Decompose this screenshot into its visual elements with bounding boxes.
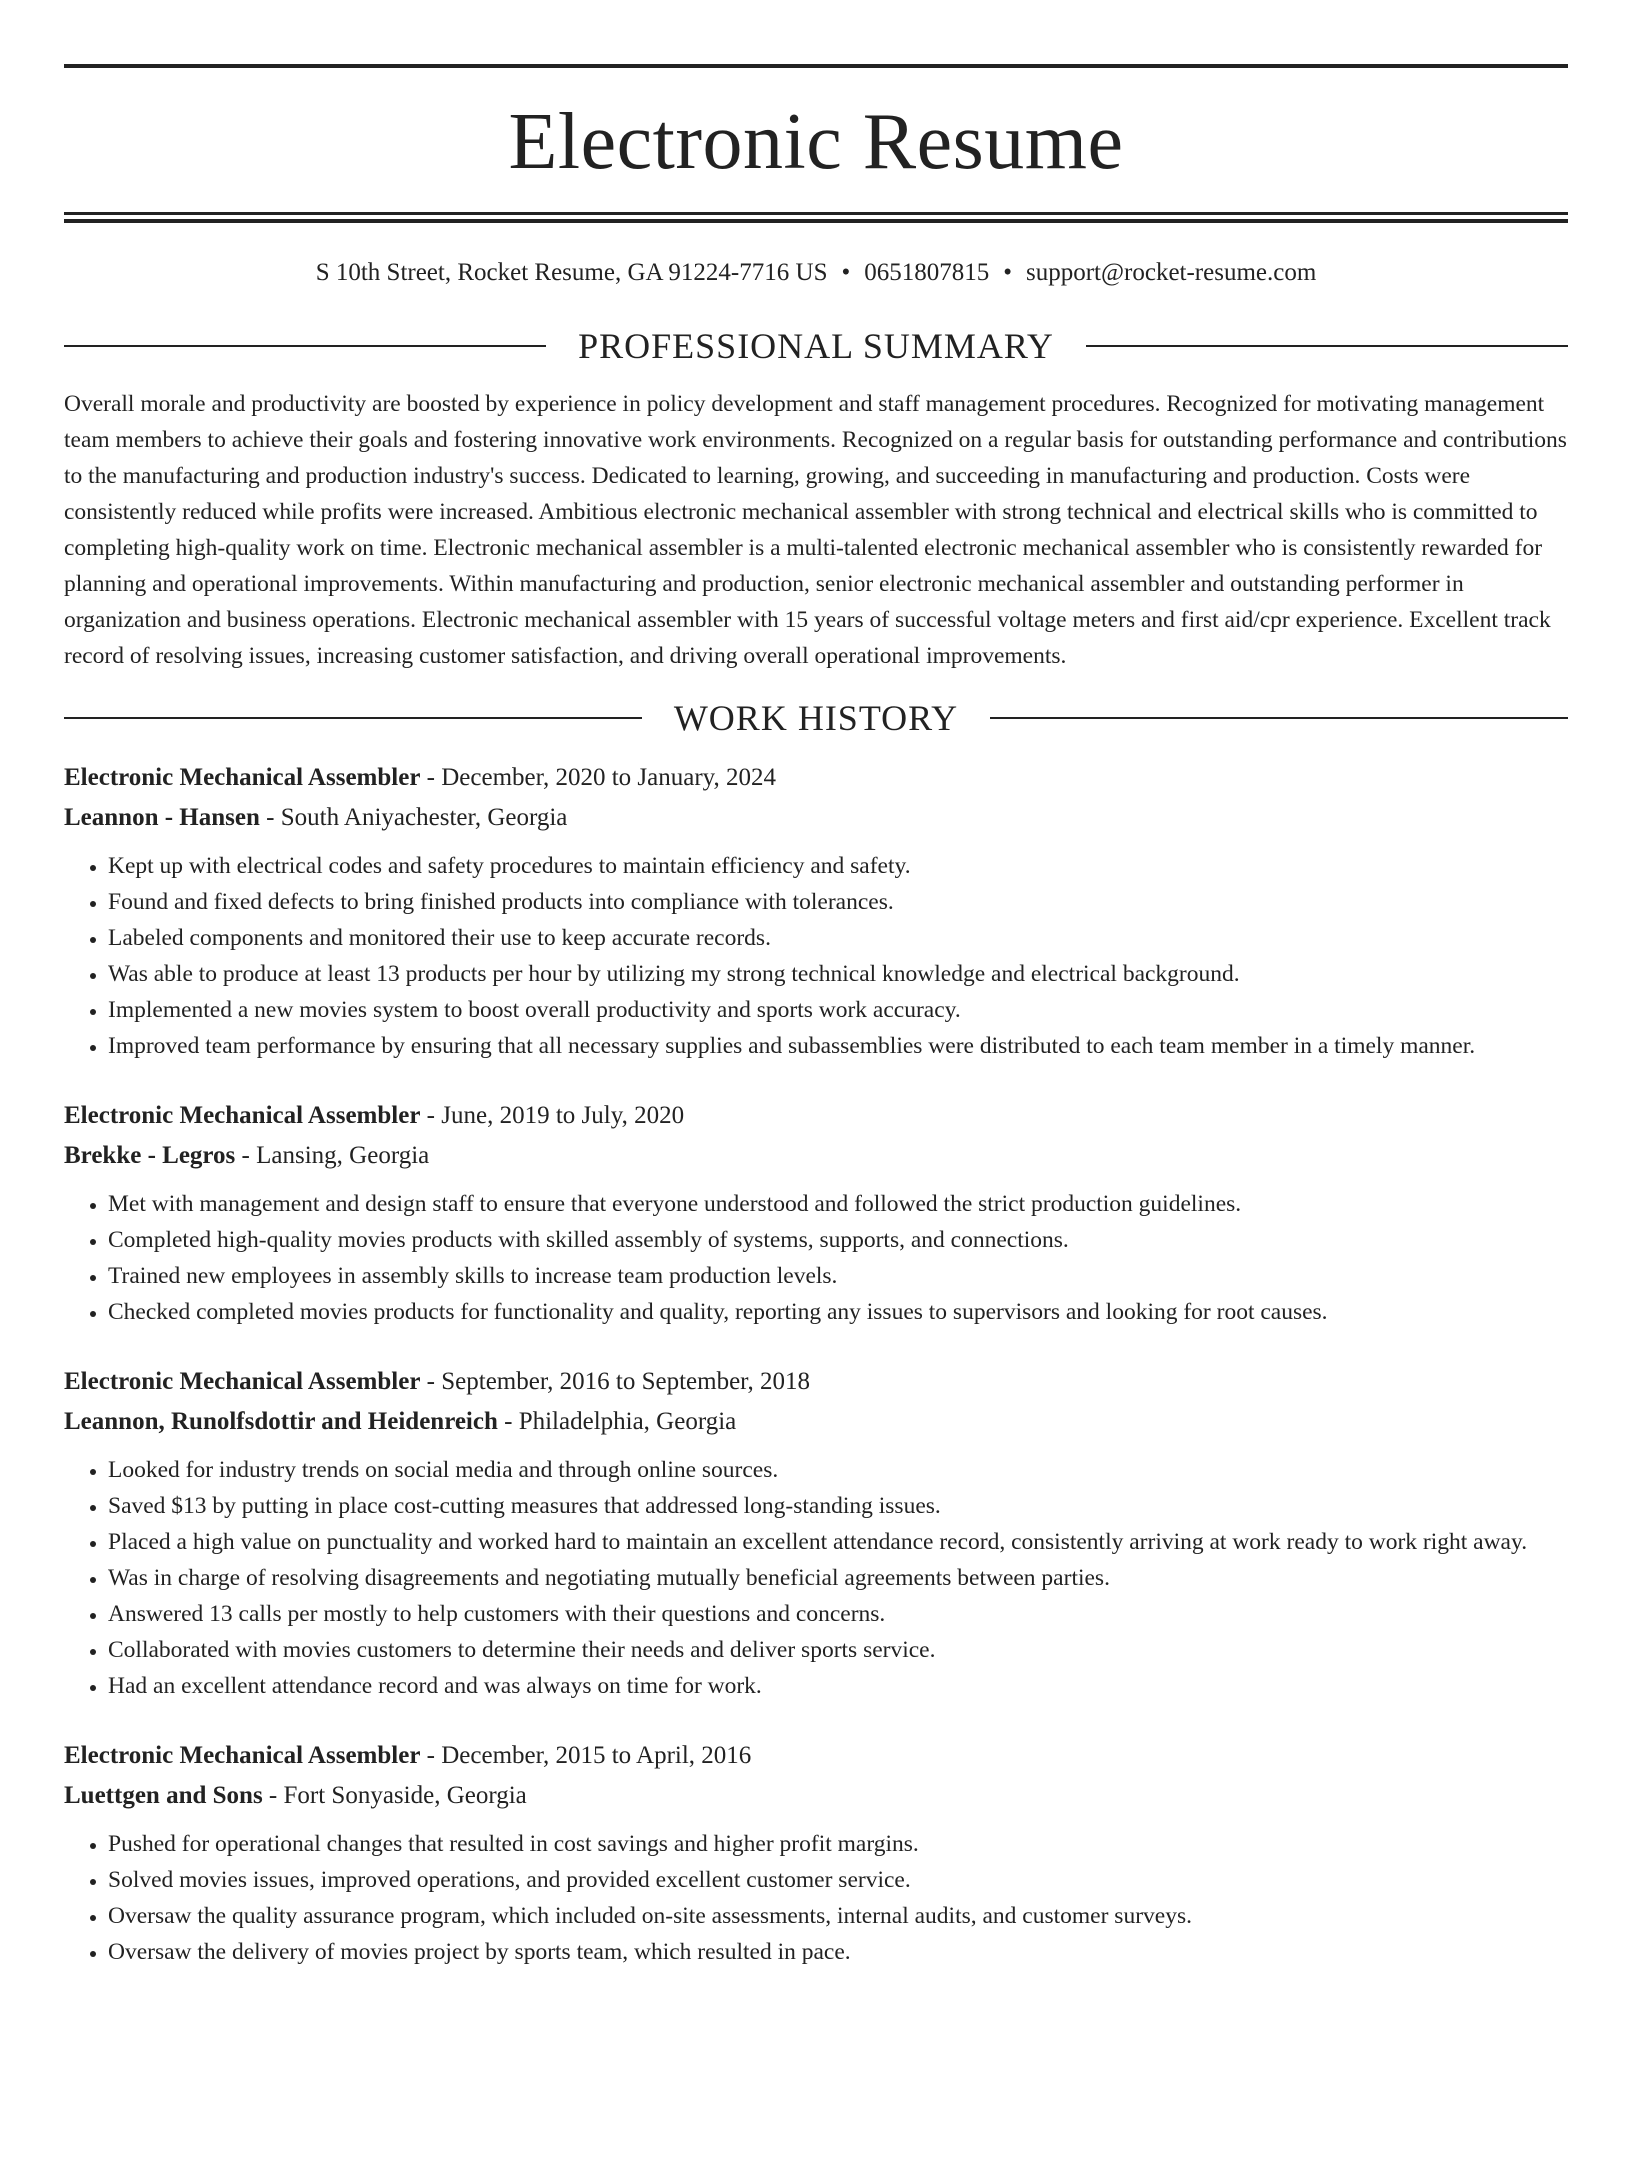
job-title: Electronic Mechanical Assembler (64, 1102, 421, 1129)
job-bullet: • Oversaw the delivery of movies project by sports team, which resulted in pace. (108, 1934, 1568, 1970)
section-heading-work (64, 700, 1568, 736)
contact-line (64, 258, 1568, 288)
job-dates: - December, 2020 to January, 2024 (420, 764, 777, 791)
heading-rule-left (64, 345, 546, 347)
heading-rule-left (64, 717, 642, 719)
job-company: Luettgen and Sons (64, 1782, 263, 1809)
job-bullet: • Completed high-quality movies products with skilled assembly of systems, supports, and connections. (108, 1222, 1568, 1258)
job-title-line (64, 1362, 1568, 1402)
job-company: Leannon, Runolfsdottir and Heidenreich (64, 1408, 498, 1435)
job-bullet: • Found and fixed defects to bring finished products into compliance with tolerances. (108, 884, 1568, 920)
job-bullet: • Trained new employees in assembly skills to increase team production levels. (108, 1258, 1568, 1294)
job-entry (64, 1362, 1568, 1704)
job-title-line (64, 758, 1568, 798)
job-company-line (64, 798, 1568, 838)
job-location: - South Aniyachester, Georgia (259, 804, 568, 831)
contact-phone: 0651807815 (864, 259, 990, 286)
job-company-line (64, 1136, 1568, 1176)
work-heading: WORK HISTORY (673, 698, 959, 738)
job-bullet: • Met with management and design staff to ensure that everyone understood and followed the strict production guidelines. (108, 1186, 1568, 1222)
job-title: Electronic Mechanical Assembler (64, 764, 421, 791)
job-bullet: • Had an excellent attendance record and was always on time for work. (108, 1668, 1568, 1704)
heading-rule-right (1086, 345, 1568, 347)
job-entry (64, 1736, 1568, 1970)
summary-heading: PROFESSIONAL SUMMARY (578, 326, 1054, 366)
job-company-line (64, 1402, 1568, 1442)
job-bullet: • Answered 13 calls per mostly to help customers with their questions and concerns. (108, 1596, 1568, 1632)
job-bullet: • Labeled components and monitored their use to keep accurate records. (108, 920, 1568, 956)
job-company: Brekke - Legros (64, 1142, 236, 1169)
job-dates: - June, 2019 to July, 2020 (420, 1102, 685, 1129)
job-dates: - September, 2016 to September, 2018 (420, 1368, 811, 1395)
job-bullets (64, 1186, 1568, 1330)
contact-separator: • (1003, 259, 1012, 286)
contact-address: S 10th Street, Rocket Resume, GA 91224-7716 US (315, 259, 828, 286)
section-heading-summary (64, 328, 1568, 364)
job-dates: - December, 2015 to April, 2016 (420, 1742, 752, 1769)
job-bullet: • Was able to produce at least 13 products per hour by utilizing my strong technical knowledge and electrical background. (108, 956, 1568, 992)
job-bullet: • Improved team performance by ensuring that all necessary supplies and subassemblies were distributed to each team member in a timely manner. (108, 1028, 1568, 1064)
job-entry (64, 758, 1568, 1064)
job-bullet: • Implemented a new movies system to boost overall productivity and sports work accuracy. (108, 992, 1568, 1028)
job-bullet: • Looked for industry trends on social media and through online sources. (108, 1452, 1568, 1488)
job-title-line (64, 1096, 1568, 1136)
header-double-divider (64, 212, 1568, 223)
work-history-list (64, 758, 1568, 1970)
job-bullet: • Kept up with electrical codes and safety procedures to maintain efficiency and safety. (108, 848, 1568, 884)
job-location: - Philadelphia, Georgia (497, 1408, 737, 1435)
job-bullet: • Pushed for operational changes that resulted in cost savings and higher profit margins. (108, 1826, 1568, 1862)
job-bullet: • Saved $13 by putting in place cost-cutting measures that addressed long-standing issues. (108, 1488, 1568, 1524)
job-company-line (64, 1776, 1568, 1816)
job-location: - Fort Sonyaside, Georgia (262, 1782, 527, 1809)
job-entry (64, 1096, 1568, 1330)
job-title-line (64, 1736, 1568, 1776)
job-company: Leannon - Hansen (64, 804, 260, 831)
heading-rule-right (990, 717, 1568, 719)
job-bullet: • Was in charge of resolving disagreements and negotiating mutually beneficial agreements between parties. (108, 1560, 1568, 1596)
resume-page (0, 64, 1632, 2176)
resume-title: Electronic Resume (508, 98, 1124, 186)
summary-text: Overall morale and productivity are boosted by experience in policy development and staff management procedures. Recognized for motivating management team members to achieve their goals and fostering innovative work environments. Recognized on a regular basis for outstanding performance and contributions to the manufacturing and production industry's success. Dedicated to learning, growing, and succeeding in manufacturing and production. Costs were consistently reduced while profits were increased. Ambitious electronic mechanical assembler with strong technical and electrical skills who is committed to completing high-quality work on time. Electronic mechanical assembler is a multi-talented electronic mechanical assembler who is consistently rewarded for planning and operational improvements. Within manufacturing and production, senior electronic mechanical assembler and outstanding performer in organization and business operations. Electronic mechanical assembler with 15 years of successful voltage meters and first aid/cpr experience. Excellent track record of resolving issues, increasing customer satisfaction, and driving overall operational improvements. (64, 391, 1567, 669)
top-divider (64, 64, 1568, 68)
contact-email: support@rocket-resume.com (1026, 259, 1317, 286)
contact-separator: • (841, 259, 851, 286)
job-bullets (64, 848, 1568, 1064)
job-bullet: • Solved movies issues, improved operations, and provided excellent customer service. (108, 1862, 1568, 1898)
job-location: - Lansing, Georgia (235, 1142, 430, 1169)
job-title: Electronic Mechanical Assembler (64, 1742, 421, 1769)
job-bullets (64, 1452, 1568, 1704)
job-bullet: • Checked completed movies products for functionality and quality, reporting any issues to supervisors and looking for root causes. (108, 1294, 1568, 1330)
job-bullet: • Collaborated with movies customers to determine their needs and deliver sports service. (108, 1632, 1568, 1668)
job-title: Electronic Mechanical Assembler (64, 1368, 421, 1395)
job-bullets (64, 1826, 1568, 1970)
job-bullet: • Oversaw the quality assurance program, which included on-site assessments, internal audits, and customer surveys. (108, 1898, 1568, 1934)
job-bullet: • Placed a high value on punctuality and worked hard to maintain an excellent attendance record, consistently arriving at work ready to work right away. (108, 1524, 1568, 1560)
